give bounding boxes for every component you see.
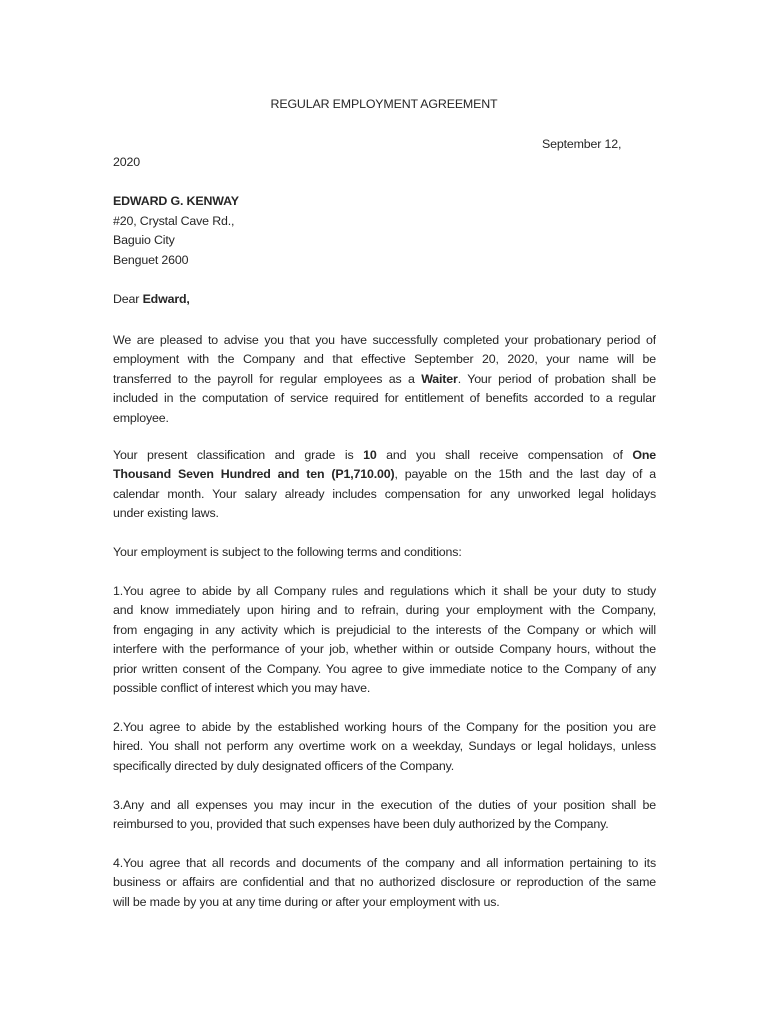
- position-title: Waiter: [421, 371, 458, 386]
- paragraph-line: 1.You agree to abide by all Company rules and regulations which it shall be your duty to study: [113, 584, 656, 598]
- recipient-address-line-2: Baguio City: [113, 233, 175, 247]
- paragraph-line: [113, 370, 656, 389]
- paragraph-probation: [113, 331, 656, 428]
- paragraph-line: specifically directed by duly designated officers of the Company.: [113, 758, 455, 773]
- paragraph-line: 4.You agree that all records and documents of the company and all information pertaining to its: [113, 856, 656, 870]
- paragraph-line: possible conflict of interest which you may have.: [113, 680, 371, 695]
- compensation-amount-start: One: [632, 448, 656, 462]
- grade-value: 10: [363, 448, 377, 462]
- paragraph-text: Your present classification and grade is: [113, 448, 354, 462]
- paragraph-line: 2.You agree to abide by the established working hours of the Company for the position you are: [113, 720, 656, 734]
- recipient-address-line-3: Benguet 2600: [113, 253, 189, 267]
- paragraph-line: 3.Any and all expenses you may incur in the execution of the duties of your position shall be: [113, 798, 656, 812]
- paragraph-line: Your employment is subject to the following terms and conditions:: [113, 545, 462, 559]
- paragraph-line: We are pleased to advise you that you have successfully completed your probationary period of: [113, 333, 656, 347]
- term-4: [113, 854, 656, 912]
- paragraph-line: [113, 465, 656, 484]
- term-3: [113, 796, 656, 835]
- paragraph-text: transferred to the payroll for regular employees as a: [113, 371, 415, 386]
- paragraph-line: employment with the Company and that effective September 20, 2020, your name will be: [113, 352, 656, 367]
- salutation: [113, 293, 190, 305]
- document-title: REGULAR EMPLOYMENT AGREEMENT: [270, 97, 498, 111]
- paragraph-line: prior written consent of the Company. You agree to give immediate notice to the Company of any: [113, 661, 656, 676]
- date-line-1: September 12,: [542, 137, 622, 151]
- salutation-prefix: Dear: [113, 292, 140, 306]
- paragraph-text: . Your period of probation shall be: [457, 371, 656, 386]
- paragraph-compensation: [113, 446, 656, 524]
- paragraph-terms-intro: [113, 543, 656, 562]
- paragraph-text: and you shall receive compensation of: [386, 448, 623, 462]
- paragraph-line: and know immediately upon hiring and to refrain, during your employment with the Company,: [113, 603, 656, 618]
- paragraph-line: business or affairs are confidential and that no authorized disclosure or reproduction of the same: [113, 875, 656, 890]
- recipient-address-line-1: #20, Crystal Cave Rd.,: [113, 214, 235, 228]
- paragraph-line: employee.: [113, 410, 169, 425]
- paragraph-line: from engaging in any activity which is prejudicial to the interests of the Company or which will: [113, 622, 656, 637]
- date-line-2: 2020: [113, 155, 140, 169]
- salutation-name: Edward,: [142, 292, 190, 306]
- paragraph-line: [113, 446, 656, 465]
- recipient-name: EDWARD G. KENWAY: [113, 194, 239, 208]
- term-2: [113, 718, 656, 776]
- paragraph-line: under existing laws.: [113, 506, 219, 521]
- compensation-amount: Thousand Seven Hundred and ten (P1,710.00): [113, 467, 395, 482]
- paragraph-line: included in the computation of service required for entitlement of benefits accorded to a regular: [113, 391, 656, 406]
- paragraph-line: hired. You shall not perform any overtime work on a weekday, Sundays or legal holidays, unless: [113, 739, 656, 754]
- paragraph-line: will be made by you at any time during or after your employment with us.: [113, 894, 500, 909]
- term-1: [113, 582, 656, 698]
- paragraph-line: calendar month. Your salary already includes compensation for any unworked legal holidays: [113, 486, 656, 501]
- paragraph-text: , payable on the 15th and the last day of a: [394, 467, 656, 482]
- paragraph-line: interfere with the performance of your job, whether within or outside Company hours, without the: [113, 642, 656, 657]
- paragraph-line: reimbursed to you, provided that such expenses have been duly authorized by the Company.: [113, 817, 609, 832]
